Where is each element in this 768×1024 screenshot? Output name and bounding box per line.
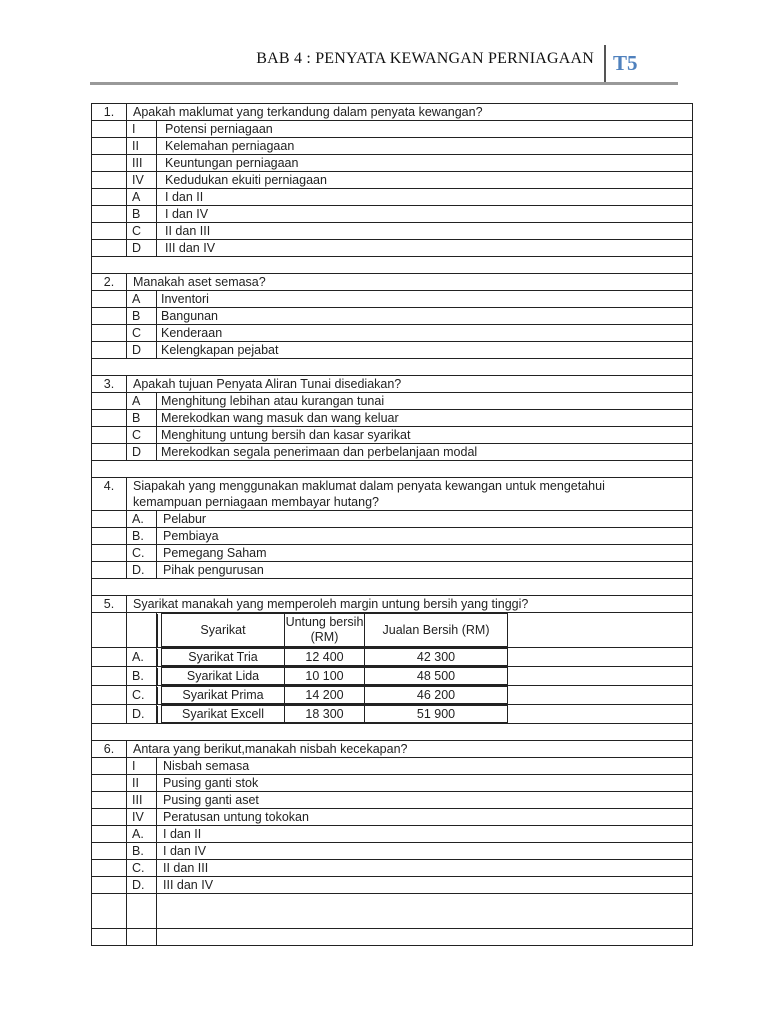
option-row [92, 291, 693, 308]
option-text: II dan III [157, 860, 693, 877]
option-label: A [127, 189, 157, 206]
net-sales: 48 500 [365, 668, 508, 685]
option-row [92, 826, 693, 843]
option-label: D [127, 342, 157, 359]
option-label: B [127, 206, 157, 223]
option-row [92, 427, 693, 444]
option-label: C [127, 427, 157, 444]
statement-label: IV [127, 172, 157, 189]
question-text: Antara yang berikut,manakah nisbah kecekapan? [127, 741, 693, 758]
data-table-header-cell [157, 613, 693, 648]
option-label: B [127, 308, 157, 325]
option-text: Merekodkan wang masuk dan wang keluar [157, 410, 693, 427]
question-row [92, 274, 693, 291]
option-label: A [127, 393, 157, 410]
option-row [92, 410, 693, 427]
statement-label: I [127, 121, 157, 138]
statement-row [92, 138, 693, 155]
statement-row [92, 809, 693, 826]
statement-text: Nisbah semasa [157, 758, 693, 775]
option-text: Pihak pengurusan [157, 562, 693, 579]
statement-row [92, 172, 693, 189]
question-number: 3. [92, 376, 127, 393]
data-table-row [92, 667, 693, 686]
option-row [92, 223, 693, 240]
option-text: III dan IV [157, 877, 693, 894]
option-text: Menghitung lebihan atau kurangan tunai [157, 393, 693, 410]
statement-text: Pusing ganti stok [157, 775, 693, 792]
option-row [92, 308, 693, 325]
option-label: C [127, 325, 157, 342]
option-text: Merekodkan segala penerimaan dan perbelanjaan modal [157, 444, 693, 461]
option-text: I dan II [157, 826, 693, 843]
option-text: Bangunan [157, 308, 693, 325]
statement-text: Potensi perniagaan [157, 121, 693, 138]
question-row [92, 596, 693, 613]
option-row [92, 206, 693, 223]
option-label: D. [127, 562, 157, 579]
option-row [92, 393, 693, 410]
company-name: Syarikat Excell [162, 706, 285, 723]
question-row [92, 478, 693, 511]
option-text: Pelabur [157, 511, 693, 528]
option-label: B. [127, 667, 157, 686]
header-net-sales: Jualan Bersih (RM) [365, 614, 508, 647]
statement-label: I [127, 758, 157, 775]
statement-text: Peratusan untung tokokan [157, 809, 693, 826]
data-table-row [92, 686, 693, 705]
question-number: 4. [92, 478, 127, 511]
question-row [92, 104, 693, 121]
option-text: I dan IV [157, 206, 693, 223]
option-row [92, 860, 693, 877]
company-name: Syarikat Prima [162, 687, 285, 704]
statement-label: II [127, 138, 157, 155]
option-row [92, 545, 693, 562]
header-company: Syarikat [162, 614, 285, 647]
option-row [92, 511, 693, 528]
question-text: Syarikat manakah yang memperoleh margin untung bersih yang tinggi? [127, 596, 693, 613]
option-row [92, 444, 693, 461]
option-row [92, 342, 693, 359]
statement-row [92, 121, 693, 138]
option-label: D. [127, 877, 157, 894]
option-label: A. [127, 826, 157, 843]
spacer-row [92, 461, 693, 478]
option-text: Kelengkapan pejabat [157, 342, 693, 359]
net-sales: 46 200 [365, 687, 508, 704]
net-sales: 42 300 [365, 649, 508, 666]
option-row [92, 562, 693, 579]
spacer-row [92, 257, 693, 274]
option-row [92, 325, 693, 342]
spacer-row [92, 724, 693, 741]
data-table-row [92, 705, 693, 724]
data-table-row [92, 648, 693, 667]
blank-answer-row [92, 929, 693, 946]
option-row [92, 189, 693, 206]
option-text: Pemegang Saham [157, 545, 693, 562]
option-label: A. [127, 511, 157, 528]
option-label: B. [127, 843, 157, 860]
option-row [92, 528, 693, 545]
statement-row [92, 775, 693, 792]
company-name: Syarikat Tria [162, 649, 285, 666]
quiz-table [91, 103, 693, 946]
option-label: B. [127, 528, 157, 545]
spacer-row [92, 579, 693, 596]
option-label: A [127, 291, 157, 308]
chapter-title: BAB 4 : PENYATA KEWANGAN PERNIAGAAN [256, 50, 594, 67]
statement-row [92, 792, 693, 809]
statement-row [92, 155, 693, 172]
option-text: I dan IV [157, 843, 693, 860]
header-rule [90, 82, 678, 85]
net-profit: 12 400 [285, 649, 365, 666]
question-number: 2. [92, 274, 127, 291]
question-text: Apakah maklumat yang terkandung dalam penyata kewangan? [127, 104, 693, 121]
form-code: T5 [613, 51, 638, 75]
statement-label: III [127, 155, 157, 172]
company-name: Syarikat Lida [162, 668, 285, 685]
question-text: Apakah tujuan Penyata Aliran Tunai disediakan? [127, 376, 693, 393]
option-text: I dan II [157, 189, 693, 206]
statement-text: Kedudukan ekuiti perniagaan [157, 172, 693, 189]
statement-label: II [127, 775, 157, 792]
option-text: Pembiaya [157, 528, 693, 545]
option-label: D [127, 444, 157, 461]
option-row [92, 877, 693, 894]
question-number: 6. [92, 741, 127, 758]
option-text: Menghitung untung bersih dan kasar syarikat [157, 427, 693, 444]
option-text: III dan IV [157, 240, 693, 257]
statement-label: IV [127, 809, 157, 826]
option-label: D [127, 240, 157, 257]
question-number: 1. [92, 104, 127, 121]
statement-label: III [127, 792, 157, 809]
question-number: 5. [92, 596, 127, 613]
header-divider [604, 45, 606, 85]
data-table-header-row [92, 613, 693, 648]
statement-text: Kelemahan perniagaan [157, 138, 693, 155]
question-text: Siapakah yang menggunakan maklumat dalam penyata kewangan untuk mengetahui kemampuan perniagaan membayar hutang? [127, 478, 693, 511]
option-label: C [127, 223, 157, 240]
company-table-header [157, 613, 508, 647]
statement-text: Keuntungan perniagaan [157, 155, 693, 172]
question-row [92, 376, 693, 393]
question-row [92, 741, 693, 758]
blank-answer-row [92, 894, 693, 929]
net-profit: 14 200 [285, 687, 365, 704]
question-text: Manakah aset semasa? [127, 274, 693, 291]
option-label: B [127, 410, 157, 427]
option-label: C. [127, 545, 157, 562]
net-profit: 10 100 [285, 668, 365, 685]
header-net-profit: Untung bersih (RM) [285, 614, 365, 647]
option-row [92, 240, 693, 257]
option-label: C. [127, 860, 157, 877]
option-label: D. [127, 705, 157, 724]
option-label: C. [127, 686, 157, 705]
option-text: Kenderaan [157, 325, 693, 342]
statement-text: Pusing ganti aset [157, 792, 693, 809]
option-row [92, 843, 693, 860]
statement-row [92, 758, 693, 775]
net-profit: 18 300 [285, 706, 365, 723]
spacer-row [92, 359, 693, 376]
option-text: II dan III [157, 223, 693, 240]
option-text: Inventori [157, 291, 693, 308]
option-label: A. [127, 648, 157, 667]
net-sales: 51 900 [365, 706, 508, 723]
